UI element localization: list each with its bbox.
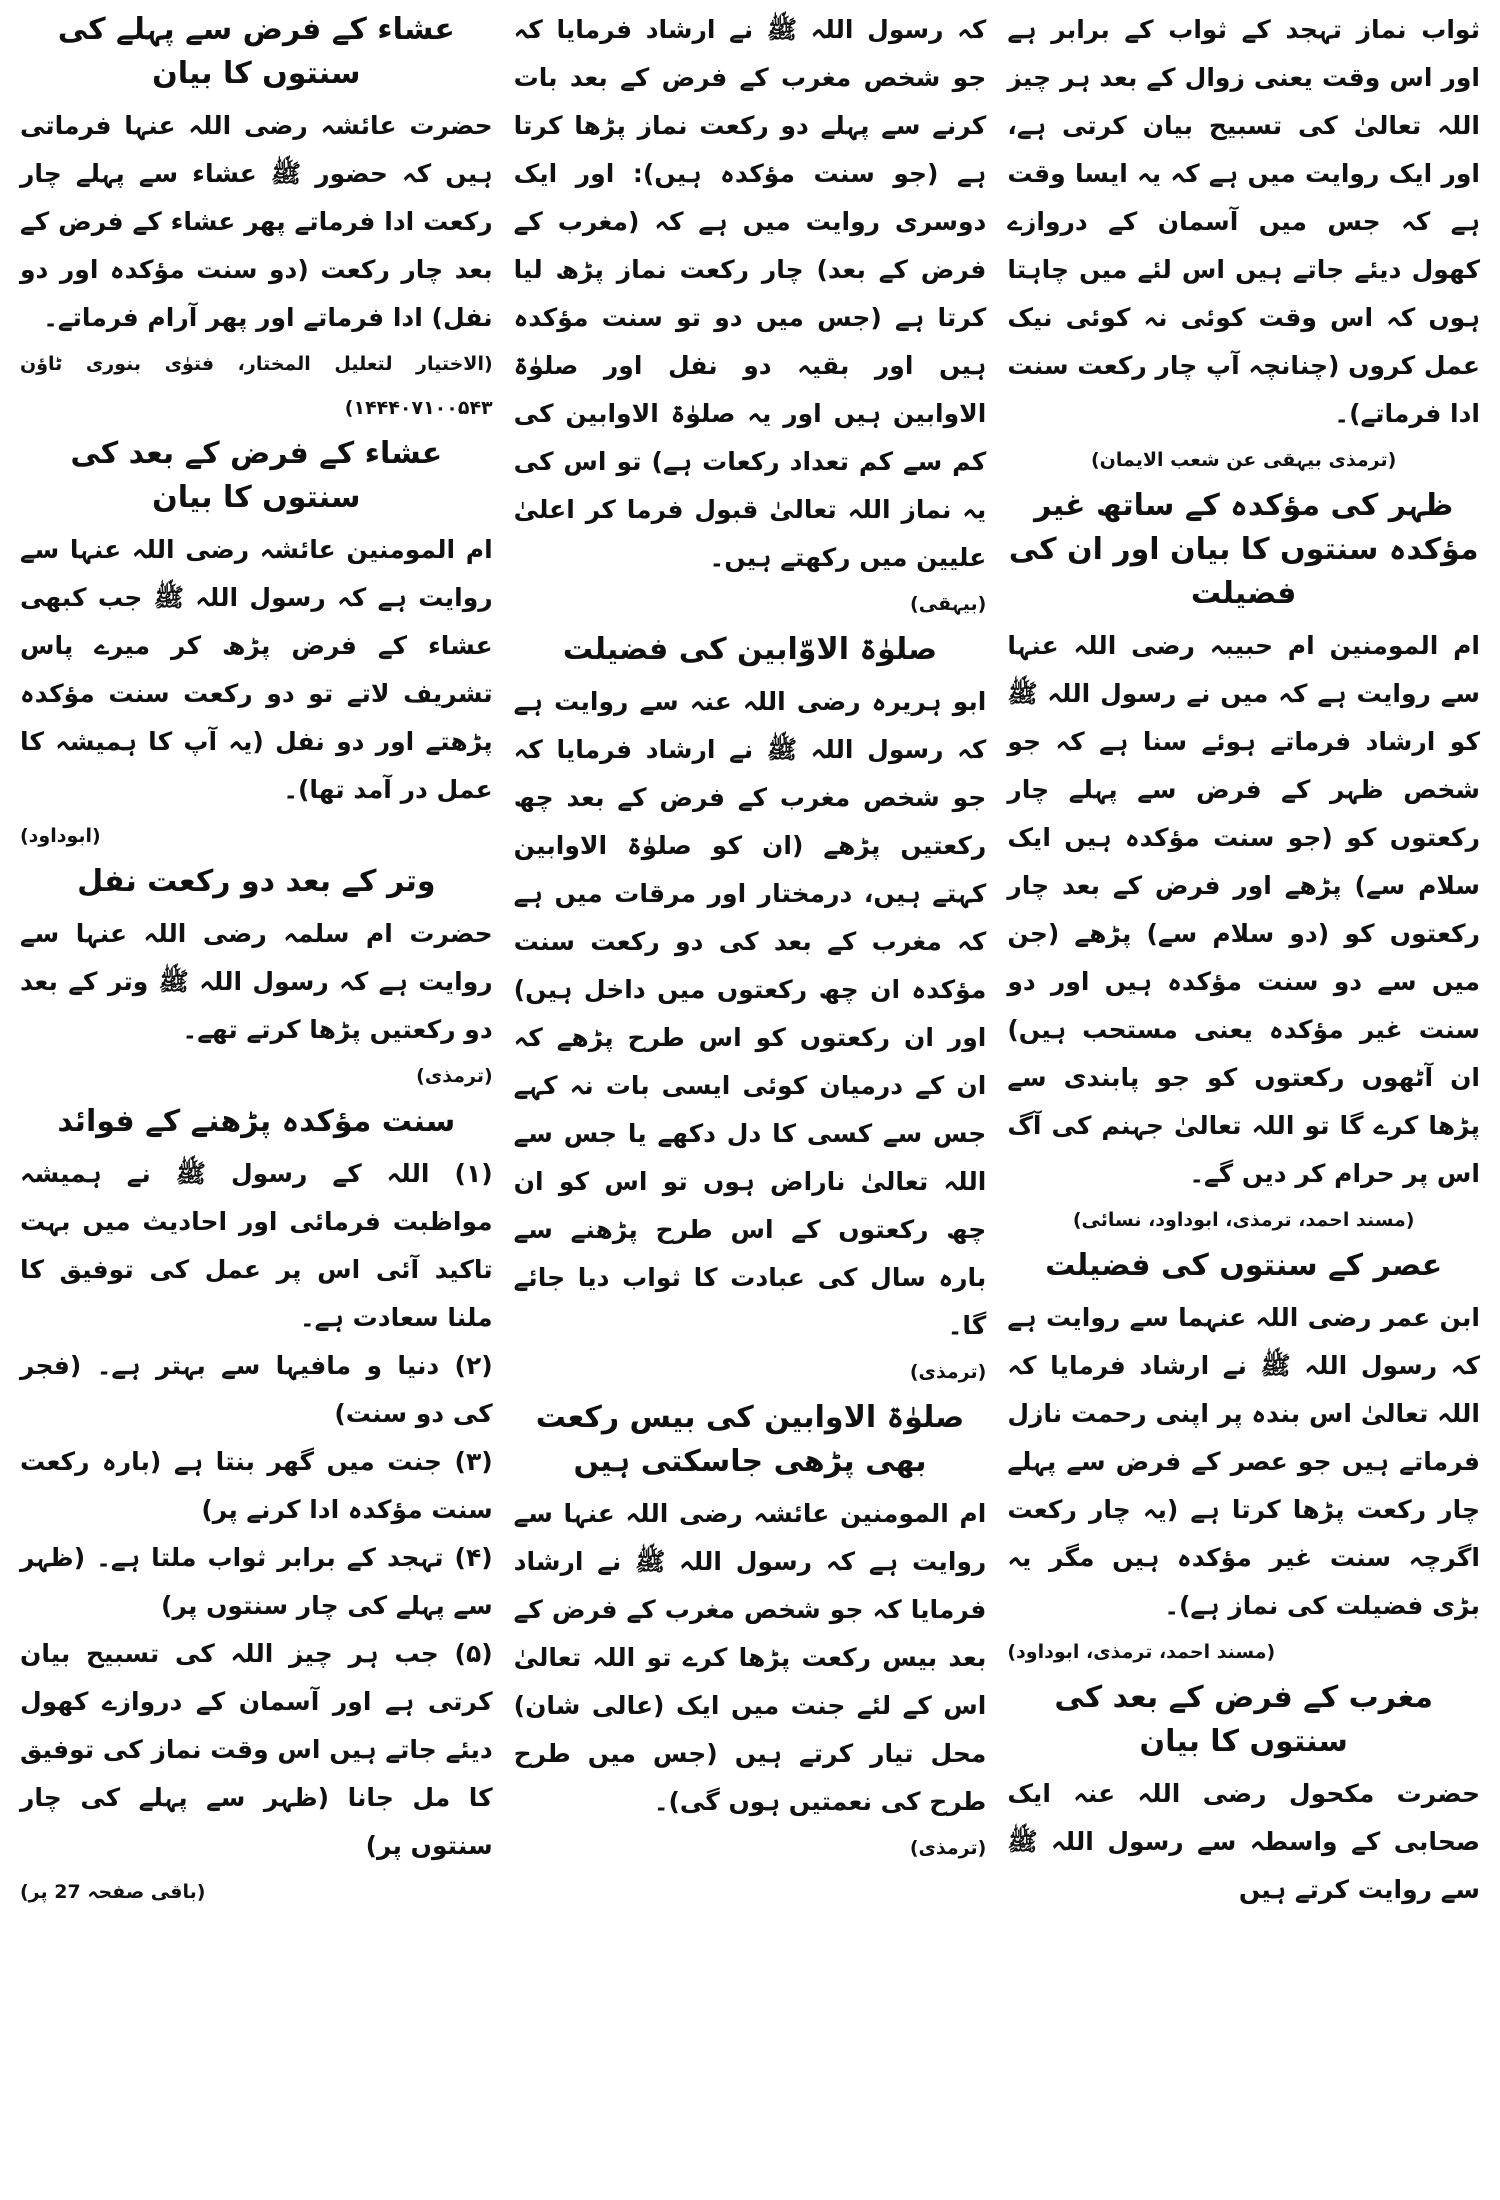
section-heading: عصر کے سنتوں کی فضیلت <box>1045 1248 1443 1283</box>
reference: (ابوداود) <box>19 825 101 847</box>
section-heading: صلوٰۃ الاوابین کی بیس رکعت بھی پڑھی جاسکتی ہیں <box>535 1400 965 1479</box>
reference: (مسند احمد، ترمذی، ابوداود، نسائی) <box>1072 1209 1415 1231</box>
column-right <box>997 6 1490 2194</box>
column-middle <box>504 6 998 2194</box>
continued-note: (باقی صفحہ 27 پر) <box>19 1881 206 1903</box>
reference: (ترمذی بیہقی عن شعب الایمان) <box>1090 449 1397 471</box>
list-item: (۴) تہجد کے برابر ثواب ملتا ہے۔ (ظہر سے پہلے کی چار سنتوں پر) <box>19 1543 493 1620</box>
paragraph: ام المومنین ام حبیبہ رضی اللہ عنہا سے روایت ہے کہ میں نے رسول اللہ ﷺ کو ارشاد فرماتے ہوئے سنا ہے کہ جو شخص ظہر کے فرض سے پہلے چار رکعتوں کو (جو سنت مؤکدہ ہیں ایک سلام سے) پڑھے اور فرض کے بعد چار رکعتوں کو (دو سلام سے) پڑھے (جن میں سے دو سنت مؤکدہ ہیں اور دو سنت غیر مؤکدہ یعنی مستحب ہیں) ان آٹھوں رکعتوں کو جو پابندی سے پڑھا کرے گا تو اللہ تعالیٰ جہنم کی آگ اس پر حرام کر دیں گے۔ <box>1007 631 1480 1188</box>
list-item: (۲) دنیا و مافیہا سے بہتر ہے۔ (فجر کی دو سنت) <box>19 1351 493 1428</box>
reference: (ترمذی) <box>909 1837 987 1859</box>
reference: (مسند احمد، ترمذی، ابوداود) <box>1007 1641 1276 1663</box>
paragraph: ام المومنین عائشہ رضی اللہ عنہا سے روایت ہے کہ رسول اللہ ﷺ نے ارشاد فرمایا کہ جو شخص مغرب کے فرض کے بعد بیس رکعت پڑھا کرے تو اللہ تعالیٰ اس کے لئے جنت میں ایک (عالی شان) محل تیار کرتے ہیں (جس میں طرح طرح کی نعمتیں ہوں گی)۔ <box>513 1499 987 1816</box>
section-heading: وتر کے بعد دو رکعت نفل <box>77 864 436 899</box>
reference: (الاختیار لتعلیل المختار، فتوٰی بنوری ٹاؤن ۱۴۴۴۰۷۱۰۰۵۴۳) <box>19 353 493 419</box>
paragraph: ام المومنین عائشہ رضی اللہ عنہا سے روایت ہے کہ رسول اللہ ﷺ جب کبھی عشاء کے فرض پڑھ کر میرے پاس تشریف لاتے تو دو رکعت سنت مؤکدہ پڑھتے اور دو نفل (یہ آپ کا ہمیشہ کا عمل در آمد تھا)۔ <box>19 535 493 804</box>
section-heading: عشاء کے فرض کے بعد کی سنتوں کا بیان <box>70 436 443 515</box>
list-item: (۳) جنت میں گھر بنتا ہے (بارہ رکعت سنت مؤکدہ ادا کرنے پر) <box>19 1447 493 1524</box>
section-heading: صلوٰۃ الاوّابین کی فضیلت <box>562 632 938 667</box>
reference: (بیہقی) <box>910 593 987 615</box>
paragraph: حضرت عائشہ رضی اللہ عنہا فرماتی ہیں کہ حضور ﷺ عشاء سے پہلے چار رکعت ادا فرماتے پھر عشاء کے فرض کے بعد چار رکعت (دو سنت مؤکدہ اور دو نفل) ادا فرماتے اور پھر آرام فرماتے۔ <box>19 111 493 332</box>
paragraph: کہ رسول اللہ ﷺ نے ارشاد فرمایا کہ جو شخص مغرب کے فرض کے بعد بات کرنے سے پہلے دو رکعت نماز پڑھا کرتا ہے (جو سنت مؤکدہ ہیں): اور ایک دوسری روایت میں ہے کہ (مغرب کے فرض کے بعد) چار رکعت نماز پڑھ لیا کرتا ہے (جس میں دو تو سنت مؤکدہ ہیں اور بقیہ دو نفل اور صلوٰۃ الاوابین ہیں اور یہ صلوٰۃ الاوابین کی کم سے کم تعداد رکعات ہے) تو اس کی یہ نماز اللہ تعالیٰ قبول فرما کر اعلیٰ علیین میں رکھتے ہیں۔ <box>513 15 987 572</box>
paragraph: ابو ہریرہ رضی اللہ عنہ سے روایت ہے کہ رسول اللہ ﷺ نے ارشاد فرمایا کہ جو شخص مغرب کے فرض کے بعد چھ رکعتیں پڑھے (ان کو صلوٰۃ الاوابین کہتے ہیں، درمختار اور مرقات میں ہے کہ مغرب کے بعد کی دو رکعت سنت مؤکدہ ان چھ رکعتوں میں داخل ہیں) اور ان رکعتوں کو اس طرح پڑھے کہ ان کے درمیان کوئی ایسی بات نہ کہے جس سے کسی کا دل دکھے یا جس سے اللہ تعالیٰ ناراض ہوں تو اس کو ان چھ رکعتوں کے اس طرح پڑھنے سے بارہ سال کی عبادت کا ثواب دیا جائے گا۔ <box>513 687 987 1340</box>
section-heading: مغرب کے فرض کے بعد کی سنتوں کا بیان <box>1054 1680 1433 1759</box>
section-heading: عشاء کے فرض سے پہلے کی سنتوں کا بیان <box>57 12 455 91</box>
list-item: (۱) اللہ کے رسول ﷺ نے ہمیشہ مواظبت فرمائی اور احادیث میں بہت تاکید آئی اس پر عمل کی توفیق کا ملنا سعادت ہے۔ <box>19 1159 493 1332</box>
section-heading: ظہر کی مؤکدہ کے ساتھ غیر مؤکدہ سنتوں کا بیان اور ان کی فضیلت <box>1008 488 1479 611</box>
section-heading: سنت مؤکدہ پڑھنے کے فوائد <box>57 1104 456 1139</box>
reference: (ترمذی) <box>909 1361 987 1383</box>
list-item: (۵) جب ہر چیز اللہ کی تسبیح بیان کرتی ہے اور آسمان کے دروازے کھول دیئے جاتے ہیں اس وقت نماز کی توفیق کا مل جانا (ظہر سے پہلے کی چار سنتوں پر) <box>19 1639 493 1860</box>
paragraph: حضرت مکحول رضی اللہ عنہ ایک صحابی کے واسطہ سے رسول اللہ ﷺ سے روایت کرتے ہیں <box>1007 1779 1480 1904</box>
paragraph: حضرت ام سلمہ رضی اللہ عنہا سے روایت ہے کہ رسول اللہ ﷺ وتر کے بعد دو رکعتیں پڑھا کرتے تھے۔ <box>19 919 493 1044</box>
paragraph: ثواب نماز تہجد کے ثواب کے برابر ہے اور اس وقت یعنی زوال کے بعد ہر چیز اللہ تعالیٰ کی تسبیح بیان کرتی ہے، اور ایک روایت میں ہے کہ یہ ایسا وقت ہے کہ جس میں آسمان کے دروازے کھول دیئے جاتے ہیں اس لئے میں چاہتا ہوں کہ اس وقت کوئی نہ کوئی نیک عمل کروں (چنانچہ آپ چار رکعت سنت ادا فرماتے)۔ <box>1007 15 1480 428</box>
reference: (ترمذی) <box>416 1065 493 1087</box>
paragraph: ابن عمر رضی اللہ عنہما سے روایت ہے کہ رسول اللہ ﷺ نے ارشاد فرمایا کہ اللہ تعالیٰ اس بندہ پر اپنی رحمت نازل فرماتے ہیں جو عصر کے فرض سے پہلے چار رکعت پڑھا کرتا ہے (یہ چار رکعت اگرچہ سنت غیر مؤکدہ ہیں مگر یہ بڑی فضیلت کی نماز ہے)۔ <box>1007 1303 1480 1620</box>
column-left <box>10 6 504 2194</box>
